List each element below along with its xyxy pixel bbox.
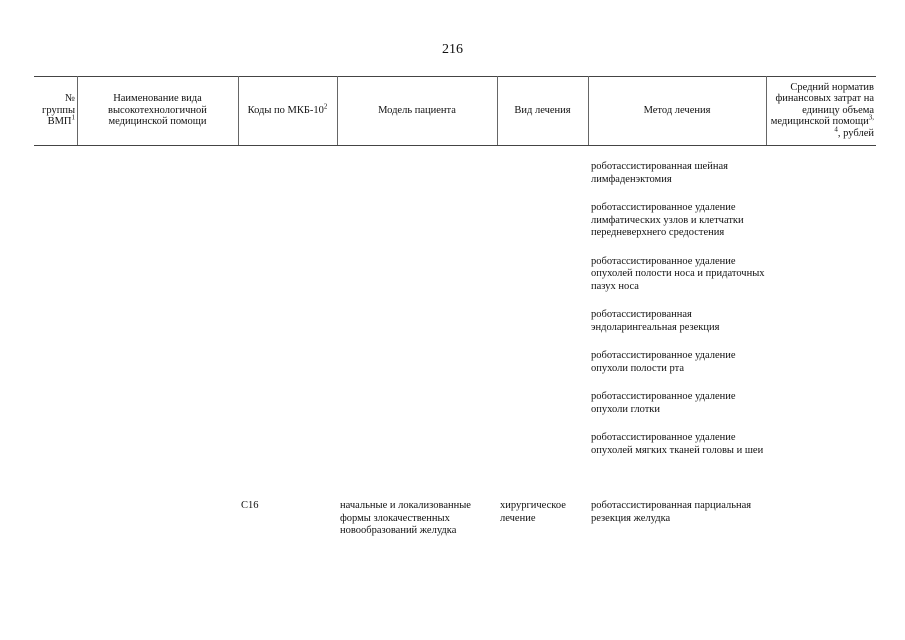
header-avg-cost: Средний норматив финансовых затрат на единицу объема медицинской помощи$^{3, 4}$, рублей (770, 81, 874, 139)
method-item: роботассистированное удаление лимфатических узлов и клетчатки передневерхнего средостения (591, 202, 744, 238)
header-treatment-type: Вид лечения (514, 104, 571, 116)
header-bottom-border (34, 145, 876, 146)
header-treatment-method: Метод лечения (643, 104, 711, 116)
icd-code-cell: C16 (241, 500, 259, 511)
patient-model-cell: начальные и локализованные формы злокачественных новообразований желудка (340, 500, 471, 536)
method-item: роботассистированное удаление опухолей мягких тканей головы и шеи (591, 432, 764, 456)
treatment-type-cell: хирургическое лечение (500, 500, 566, 524)
method-item: роботассистированная шейная лимфаденэктомия (591, 161, 728, 185)
header-icd-codes: Коды по МКБ-$10^2$ (247, 102, 328, 116)
methods-list (591, 161, 766, 473)
method-item: роботассистированное удаление опухолей полости носа и придаточных пазух носа (591, 255, 765, 292)
header-group-number: № группы ВМП$^1$ (42, 93, 75, 128)
treatment-method-cell: роботассистированная парциальная резекция желудка (591, 500, 752, 524)
header-vmp-name: Наименование вида высокотехнологичной медицинской помощи (108, 93, 207, 128)
method-item: роботассистированное удаление опухоли глотки (591, 391, 736, 415)
page-number: 216 (442, 42, 463, 57)
method-item: роботассистированное удаление опухоли полости рта (591, 350, 736, 374)
header-patient-model: Модель пациента (378, 104, 456, 116)
method-item: роботассистированная эндоларингеальная резекция (591, 309, 720, 333)
